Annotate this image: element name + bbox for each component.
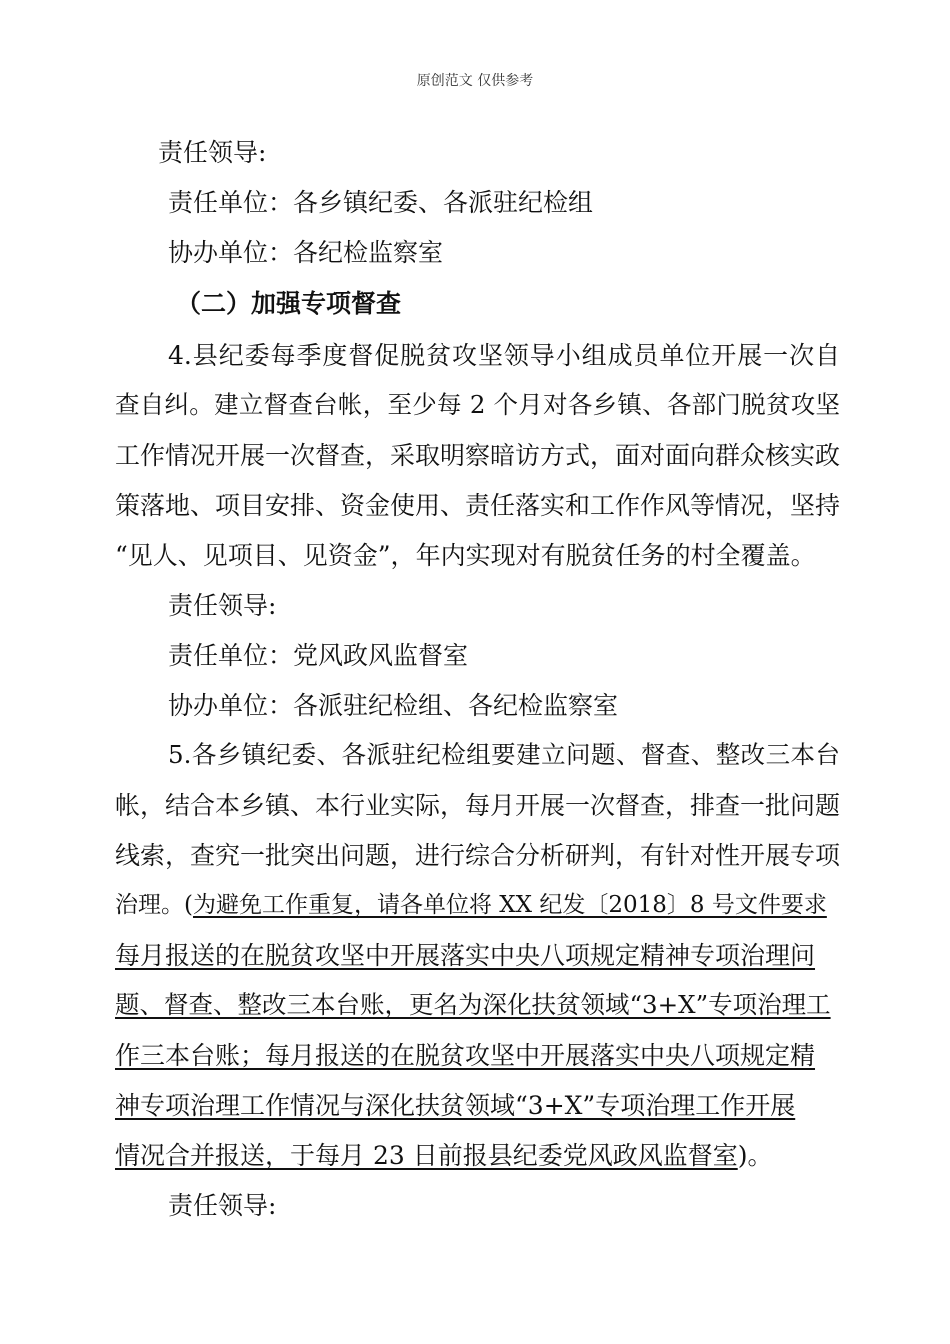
responsible-leader-label: 责任领导:	[168, 1191, 277, 1220]
paragraph-line: 线索，查究一批突出问题，进行综合分析研判，有针对性开展专项	[115, 841, 841, 870]
underlined-note: 题、督查、整改三本台账，更名为深化扶贫领域“3+X”专项治理工	[115, 990, 831, 1019]
paragraph-line: “见人、见项目、见资金”，年内实现对有脱贫任务的村全覆盖。	[115, 541, 816, 570]
responsible-leader-label: 责任领导:	[158, 138, 267, 167]
underlined-note: 每月报送的在脱贫攻坚中开展落实中央八项规定精神专项治理问	[115, 941, 816, 970]
text-run: )。	[737, 1141, 773, 1170]
paragraph-line: 帐，结合本乡镇、本行业实际，每月开展一次督查，排查一批问题	[115, 791, 841, 820]
paragraph-line	[115, 886, 840, 919]
paragraph-line: 策落地、项目安排、资金使用、责任落实和工作作风等情况，坚持	[115, 491, 841, 520]
underlined-note: 作三本台账；每月报送的在脱贫攻坚中开展落实中央八项规定精	[115, 1041, 816, 1070]
text-run: 治理。(	[115, 892, 193, 918]
paragraph-line	[115, 1036, 840, 1072]
responsible-unit-line: 责任单位：各乡镇纪委、各派驻纪检组	[168, 188, 594, 217]
underlined-note: 神专项治理工作情况与深化扶贫领域“3+X”专项治理工作开展	[115, 1091, 796, 1120]
section-heading: （二）加强专项督查	[176, 289, 402, 318]
underlined-note: 为避免工作重复，请各单位将 XX 纪发〔2018〕8 号文件要求	[192, 892, 827, 918]
paragraph-line: 5.各乡镇纪委、各派驻纪检组要建立问题、督查、整改三本台	[168, 740, 840, 769]
paragraph-line	[115, 936, 840, 972]
assisting-unit-line: 协办单位：各纪检监察室	[168, 238, 444, 267]
paragraph-line	[115, 1086, 840, 1122]
underlined-note: 情况合并报送，于每月 23 日前报县纪委党风政风监督室	[115, 1141, 738, 1170]
page-header: 原创范文 仅供参考	[416, 73, 534, 89]
paragraph-line	[115, 986, 840, 1021]
paragraph-line: 工作情况开展一次督查，采取明察暗访方式，面对面向群众核实政	[115, 441, 841, 470]
responsible-unit-line: 责任单位：党风政风监督室	[168, 641, 469, 670]
paragraph-line: 查自纠。建立督查台帐，至少每 2 个月对各乡镇、各部门脱贫攻坚	[115, 390, 840, 419]
responsible-leader-label: 责任领导:	[168, 591, 277, 620]
paragraph-line	[115, 1136, 840, 1172]
assisting-unit-line: 协办单位：各派驻纪检组、各纪检监察室	[168, 691, 619, 720]
paragraph-line: 4.县纪委每季度督促脱贫攻坚领导小组成员单位开展一次自	[168, 341, 840, 370]
